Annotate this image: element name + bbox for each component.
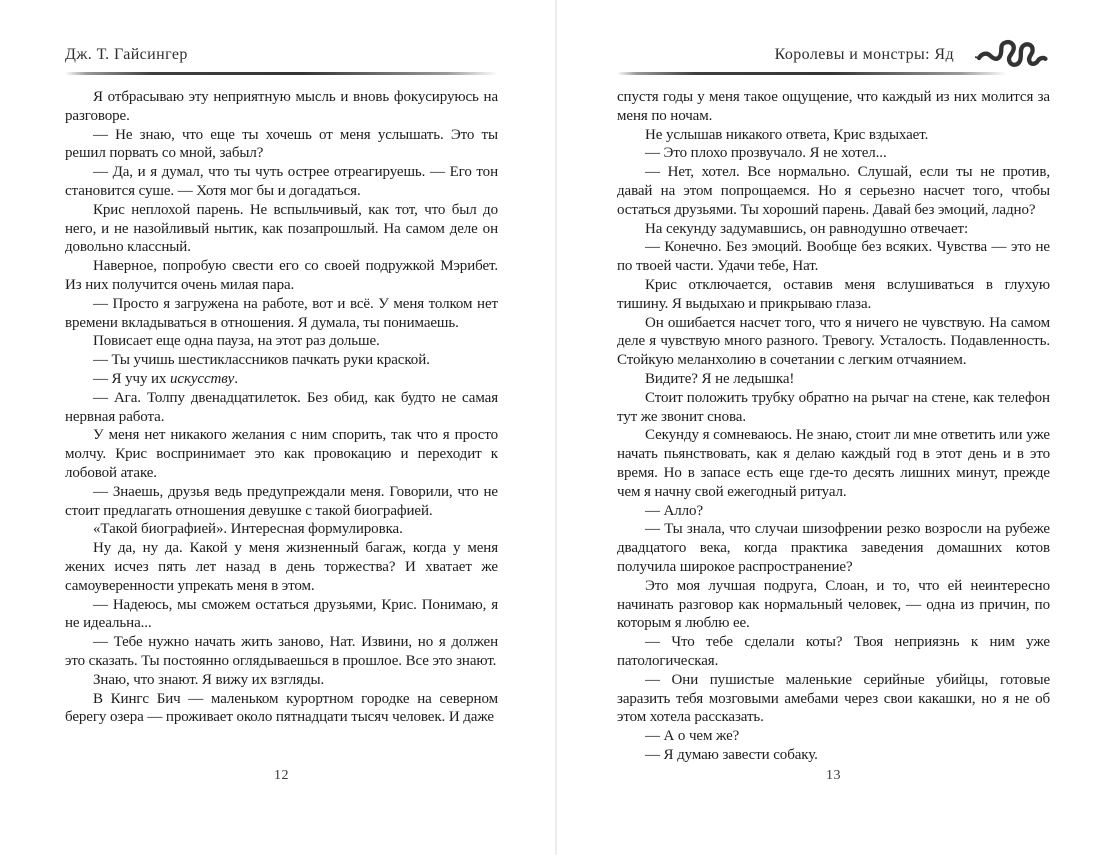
snake-ornament-icon: [972, 38, 1050, 70]
right-page: [617, 42, 1050, 802]
paragraph: — Нет, хотел. Все нормально. Слушай, если ты не против, давай на этом попрощаемся. Но я серьезно насчет того, чтобы остаться друзьями. Ты хороший парень. Давай без эмоций, ладно?: [617, 164, 1050, 218]
paragraph: — Тебе нужно начать жить заново, Нат. Извини, но я должен это сказать. Ты постоянно оглядываешься в прошлое. Все это знают.: [65, 634, 498, 669]
left-page: [65, 42, 498, 802]
paragraph: Секунду я сомневаюсь. Не знаю, стоит ли мне ответить или уже начать пьянствовать, как я делаю каждый год в этот день и в это время. Но в запасе есть еще где-то десять лишних минут, прежде чем я начну свой ежегодный ритуал.: [617, 427, 1050, 500]
paragraph: У меня нет никакого желания с ним спорить, так что я просто молчу. Крис воспринимает это как провокацию и переходит к лобовой атаке.: [65, 427, 498, 481]
paragraph: Повисает еще одна пауза, на этот раз дольше.: [93, 333, 380, 350]
paragraph: Я отбрасываю эту неприятную мысль и вновь фокусируюсь на разговоре.: [65, 89, 498, 124]
paragraph: «Такой биографией». Интересная формулировка.: [93, 521, 403, 538]
paragraph: — Я учу их искусству.: [93, 370, 238, 387]
left-page-number: 12: [274, 768, 289, 783]
paragraph: — Ты учишь шестиклассников пачкать руки краской.: [93, 352, 430, 369]
paragraph: — Я думаю завести собаку.: [645, 746, 818, 763]
left-page-body: [65, 88, 498, 727]
right-page-body: [617, 88, 1050, 765]
paragraph: — Знаешь, друзья ведь предупреждали меня. Говорили, что не стоит предлагать отношения девушке с такой биографией.: [65, 483, 498, 519]
paragraph: — Надеюсь, мы сможем остаться друзьями, Крис. Понимаю, я не идеальна...: [65, 596, 498, 632]
paragraph: — Алло?: [645, 502, 704, 519]
paragraph: — Ага. Толпу двенадцатилеток. Без обид, как будто не самая нервная работа.: [65, 389, 498, 425]
paragraph: — Просто я загружена на работе, вот и всё. У меня толком нет времени вкладываться в отношения. Я думала, ты понимаешь.: [65, 295, 498, 331]
paragraph: спустя годы у меня такое ощущение, что каждый из них молится за меня по ночам.: [617, 89, 1050, 124]
paragraph: В Кингс Бич — маленьком курортном городке на северном берегу озера — проживает около пятнадцати тысяч человек. И даже: [65, 690, 498, 726]
paragraph: Не услышав никакого ответа, Крис вздыхает.: [645, 126, 929, 143]
right-page-number: 13: [826, 768, 841, 783]
left-running-header: Дж. Т. Гайсингер: [65, 46, 188, 63]
page-gutter-divider: [555, 0, 557, 855]
paragraph: — Конечно. Без эмоций. Вообще без всяких. Чувства — это не по твоей части. Удачи тебе, Нат.: [617, 239, 1050, 275]
paragraph: — Что тебе сделали коты? Твоя неприязнь к ним уже патологическая.: [617, 634, 1050, 669]
left-running-header-row: [65, 42, 498, 68]
paragraph: Стоит положить трубку обратно на рычаг на стене, как телефон тут же звонит снова.: [617, 389, 1050, 425]
paragraph: — А о чем же?: [645, 728, 740, 745]
right-header-rule: [617, 72, 1007, 75]
paragraph: — Они пушистые маленькие серийные убийцы, готовые заразить тебя мозговыми амебами через свои какашки, но я не об этом хотела рассказать.: [617, 671, 1050, 726]
paragraph: Он ошибается насчет того, что я ничего не чувствую. На самом деле я чувствую много разного. Тревогу. Усталость. Подавленность. Стойкую меланхолию в сочетании с легким отчаянием.: [617, 314, 1050, 369]
paragraph: На секунду задумавшись, он равнодушно отвечает:: [645, 220, 969, 237]
right-running-header-row: [617, 42, 1050, 68]
paragraph: Крис отключается, оставив меня вслушиваться в глухую тишину. Я выдыхаю и прикрываю глаза.: [617, 276, 1050, 312]
paragraph: Знаю, что знают. Я вижу их взгляды.: [93, 671, 325, 688]
paragraph: Видите? Я не ледышка!: [645, 370, 795, 387]
right-running-header: Королевы и монстры: Яд: [774, 46, 954, 63]
paragraph: — Да, и я думал, что ты чуть острее отреагируешь. — Его тон становится суше. — Хотя мог бы и догадаться.: [65, 164, 498, 199]
left-header-rule: [65, 72, 498, 75]
paragraph: — Ты знала, что случаи шизофрении резко возросли на рубеже двадцатого века, когда практика заведения домашних котов получила широкое распространение?: [617, 521, 1050, 575]
paragraph: Крис неплохой парень. Не вспыльчивый, как тот, что был до него, и не назойливый нытик, как позапрошлый. На самом деле он довольно классный.: [65, 201, 498, 256]
paragraph: Наверное, попробую свести его со своей подружкой Мэрибет. Из них получится очень милая пара.: [65, 258, 498, 293]
paragraph: — Это плохо прозвучало. Я не хотел...: [645, 145, 887, 162]
paragraph: Ну да, ну да. Какой у меня жизненный багаж, когда у меня жених исчез пять лет назад в день торжества? И хватает же самоуверенности упрекать меня в этом.: [65, 540, 498, 594]
paragraph: Это моя лучшая подруга, Слоан, и то, что ей неинтересно начинать разговор как нормальный человек, — одна из причин, по которым я люблю ее.: [617, 577, 1050, 632]
paragraph: — Не знаю, что еще ты хочешь от меня услышать. Это ты решил порвать со мной, забыл?: [65, 126, 498, 162]
